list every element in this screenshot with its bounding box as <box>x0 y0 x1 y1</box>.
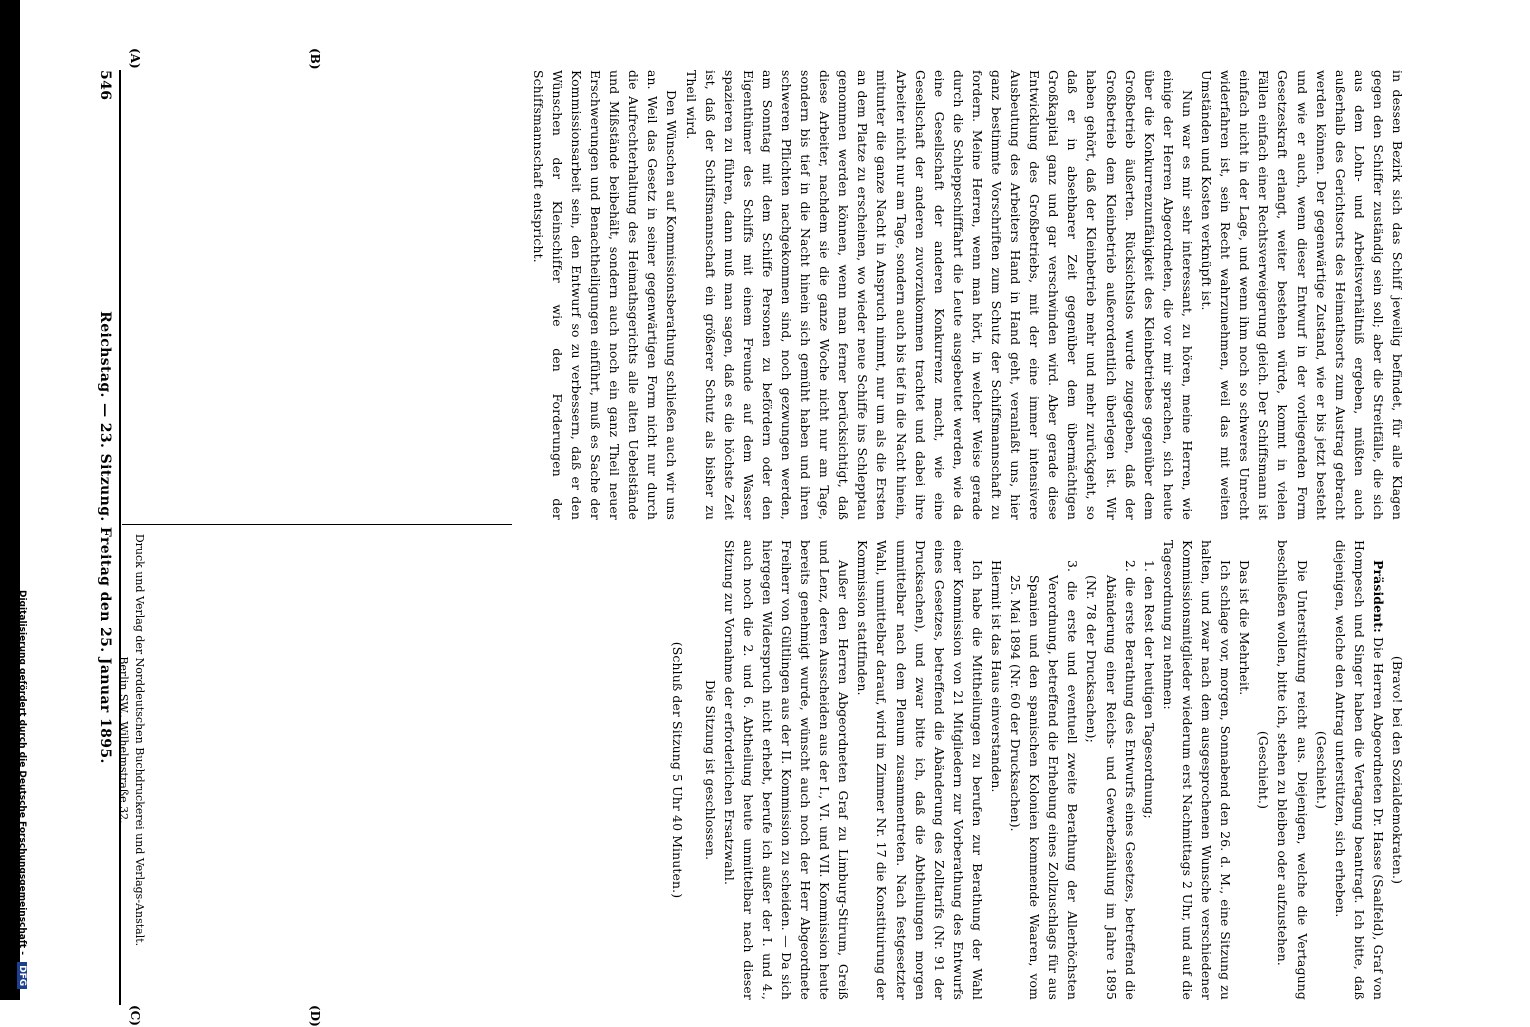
closing-statement: Die Sitzung ist geschlossen. <box>702 679 718 861</box>
page-number: 546 <box>97 70 113 101</box>
agenda-item: 1. den Rest der heutigen Tagesordnung; <box>1141 560 1157 819</box>
end-note: (Schluß der Sitzung 5 Uhr 40 Minuten.) <box>669 641 685 899</box>
agenda-item: 3. die erste und eventuell zweite Berathung der Allerhöchsten Verordnung, betreffend die Erhebung eines Zollzuschlags für aus Spanien und den spanischen Kolonien kommende Waaren, vom 25. Mai 1894 (Nr. 60 der Drucksachen). <box>1008 560 1081 1000</box>
interjection: (Geschieht.) <box>1256 730 1272 810</box>
paragraph: Ich schlage vor, morgen, Sonnabend den 26. d. M., eine Sitzung zu halten, und zwar nach dem ausgesprochenen Wunsche verschiedener Kommissionsmitglieder wiederum erst Nachmittags 2 Uhr, und auf die Tagesordnung zu nehmen: <box>1160 540 1234 1000</box>
dfg-logo: DFG <box>17 962 27 989</box>
paragraph: Außer den Herren Abgeordneten Graf zu Limburg-Stirum, Greiß und Lenz, deren Ausscheiden aus der I., VI. und VII. Kommission heute bereits genehmigt wurde, wünscht auch noch der Herr Abgeordnete Freiherr von Gültlingen aus der II. Kommission zu scheiden. — Da sich hiergegen Widerspruch nicht erhebt, berufe ich außer der I. und 4., auch noch die 2. und 6. Abtheilung heute unmittelbar nach dieser Sitzung zur Vornahme der erforderlichen Ersatzwahl. <box>721 540 852 1000</box>
paragraph: Das ist die Mehrheit. <box>1237 560 1253 696</box>
paragraph: Die Unterstützung reicht aus. Diejenigen, welche die Vertagung beschließen wollen, bitte ich, stehen zu bleiben oder aufzustehen. <box>1275 540 1310 1000</box>
paragraph: Ich habe die Mittheilungen zu berufen zur Berathung der Wahl einer Kommission von 21 Mitgliedern zur Vorberathung des Entwurfs eines Gesetzes, betreffend die Abänderung des Zolltarifs (Nr. 91 der Drucksachen), und zwar bitte ich, daß die Abtheilungen morgen unmittelbar nach dem Plenum zusammentreten. Nach festgesetzter Wahl, unmittelbar darauf, wird im Zimmer Nr. 17 die Konstituirung der Kommission stattfinden. <box>855 540 985 1000</box>
paragraph: Den Wünschen auf Kommissionsberathung schließen auch wir uns an. Weil das Gesetz in seiner gegenwärtigen Form nicht nur durch die Aufrechterhaltung des Heimathsgerichts alle alten Uebelstände und Mißstände beibehält, sondern auch noch ein ganz Theil neuer Erschwerungen und Benachtheiligungen einführt, muß es Sache der Kommissionsarbeit sein, den Entwurf so zu verbessern, daß er den Wünschen der Kleinschiffer wie den Forderungen der Schiffsmannschaft entspricht. <box>530 70 680 520</box>
paragraph: Nun war es mir sehr interessant, zu hören, meine Herren, wie einige der Herren Abgeordneten, die vor mir sprachen, sich heute über die Konkurrenzunfähigkeit des Kleinbetriebes gegenüber dem Großbetrieb äußerten. Rücksichtslos wurde zugegeben, daß der Großbetrieb dem Kleinbetrieb außerordentlich überlegen ist. Wir haben gehört, daß der Kleinbetrieb mehr und mehr zurückgeht, so daß er in absehbarer Zeit gegenüber dem übermächtigen Großkapital ganz und gar verschwinden wird. Aber gerade diese Entwicklung des Großbetriebs, mit der eine immer intensivere Ausbeutung des Arbeiters Hand in Hand geht, veranlaßt uns, hier ganz bestimmte Vorschriften zum Schutz der Schiffsmannschaft zu fordern. Meine Herren, wenn man hört, in welcher Weise gerade durch die Schleppschifffahrt die Leute ausgebeutet werden, wie da eine Gesellschaft der anderen Konkurrenz macht, wie eine Gesellschaft der anderen zuvorzukommen trachtet und dabei ihre Arbeiter nicht nur am Tage, sondern auch bis tief in die Nacht hinein, mitunter die ganze Nacht in Anspruch nimmt, nur um als die Ersten an dem Platze zu erscheinen, wo wieder neue Schiffe ins Schlepptau genommen werden können, wenn man ferner berücksichtigt, daß diese Arbeiter, nachdem sie die ganze Woche nicht nur am Tage, sondern bis tief in die Nacht hinein sich gemüht haben und ihren schweren Pflichten nachgekommen sind, noch gezwungen werden, am Sonntag mit dem Schiffe Personen zu befördern oder den Eigenthümer des Schiffs mit einem Freunde auf dem Wasser spazieren zu führen, dann muß man sagen, daß es die höchste Zeit ist, daß der Schiffsmannschaft ein größerer Schutz als bisher zu Theil wird. <box>683 70 1195 520</box>
digitization-note <box>17 590 27 995</box>
imprint-line-1: Druck und Verlag der Norddeutschen Buchdruckerei und Verlags-Anstalt. <box>133 533 146 947</box>
digitization-text: Digitalisierung gefördert durch die Deutsche Forschungsgemeinschaft - <box>17 590 27 955</box>
page-title: Reichstag. — 23. Sitzung. Freitag den 25. Januar 1895. <box>97 311 113 764</box>
margin-mark-a: (A) <box>128 48 142 69</box>
imprint-line-2: Berlin SW., Wilhelmstraße 32. <box>117 656 130 824</box>
margin-mark-d: (D) <box>308 1005 322 1027</box>
applause-note: (Bravo! bei den Sozialdemokraten.) <box>1390 655 1405 885</box>
paragraph: Hiermit ist das Haus einverstanden. <box>989 560 1005 793</box>
interjection: (Geschieht.) <box>1313 730 1329 810</box>
agenda-item: 2. die erste Berathung des Entwurfs eines Gesetzes, betreffend die Abänderung einer Reichs- und Gewerbezählung im Jahre 1895 (Nr. 78 der Drucksachen); <box>1084 560 1138 1000</box>
imprint <box>115 520 147 960</box>
speaker-label: Präsident: <box>1370 560 1386 633</box>
paragraph: in dessen Bezirk sich das Schiff jeweilig befindet, für alle Klagen gegen den Schiffer zuständig sein soll; aber die Streitfälle, die sich aus dem Lohn- und Arbeitsverhältniß ergeben, müßten auch außerhalb des Gerichtsorts des Heimathsorts zum Austrag gebracht werden können. Der gegenwärtige Zustand, wie er bis jetzt besteht und wie er auch, wenn dieser Entwurf in der vorliegenden Form Gesetzeskraft erlangt, weiter bestehen würde, kommt in vielen Fällen einfach einer Rechtsverweigerung gleich. Der Schiffsmann ist einfach nicht in der Lage, und wenn ihm noch so schweres Unrecht widerfahren ist, sein Recht wahrzunehmen, weil das mit weiten Umständen und Kosten verknüpft ist. <box>1199 70 1405 520</box>
margin-mark-c: (C) <box>128 1005 142 1026</box>
margin-mark-b: (B) <box>308 48 322 70</box>
president-statement: Die Herren Abgeordneten Dr. Hasse (Saalfeld), Graf von Hompesch und Singer haben die Vertagung beantragt. Ich bitte, daß diejenigen, welche den Antrag unterstützen, sich erheben. <box>1332 540 1386 1000</box>
